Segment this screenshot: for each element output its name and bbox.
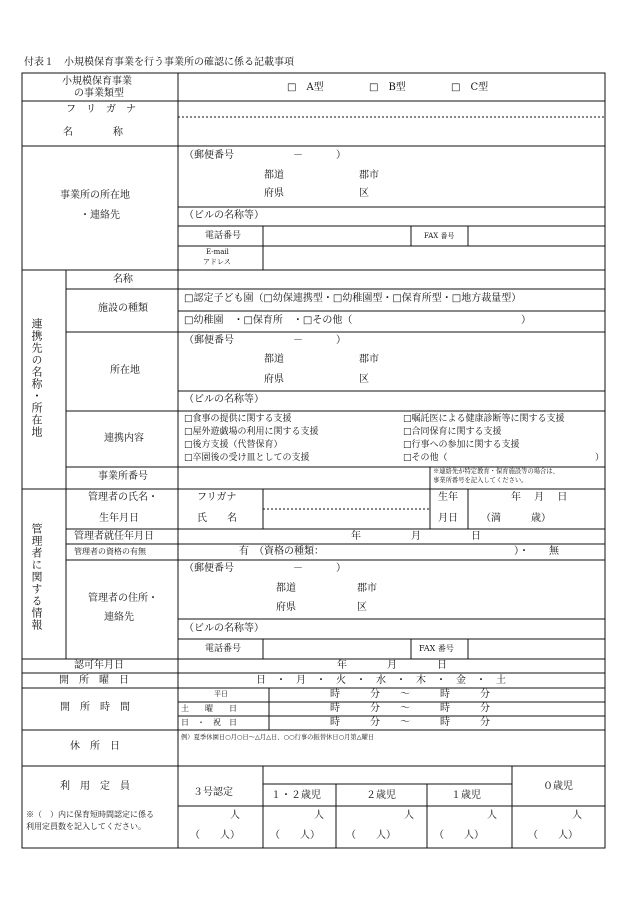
manager-addr-label-1: 管理者の住所・ <box>88 593 158 604</box>
cap-1-paren: （ 人） <box>434 830 484 841</box>
phone-label: 電話番号 <box>205 231 242 241</box>
manager-todo: 都道 <box>276 583 296 594</box>
email-label-2: アドレス <box>203 258 231 266</box>
fuken-label: 府県 <box>264 188 284 199</box>
type-label-1: 小規模保育事業 <box>62 76 132 87</box>
building-label: （ビルの名称等） <box>184 210 264 221</box>
furigana-label: フ リ ガ ナ <box>66 104 136 115</box>
type-option-a[interactable]: □ A型 <box>287 82 324 93</box>
partner-postal-dash: － <box>293 335 303 346</box>
fax-label: FAX 番号 <box>424 232 455 240</box>
address-label-2: ・連絡先 <box>80 210 120 221</box>
manager-vertical-label: 管理者に関する情報 <box>30 523 43 631</box>
partner-location-label: 所在地 <box>110 365 140 376</box>
qual-label: 管理者の資格の有無 <box>74 547 146 556</box>
partner-gunshi: 郡市 <box>359 354 379 365</box>
manager-ymd: 年 月 日 <box>511 492 568 503</box>
closed-label: 休 所 日 <box>70 741 120 752</box>
approval-label: 認可年月日 <box>74 660 124 671</box>
manager-fuken: 府県 <box>276 602 296 613</box>
content-right-2[interactable]: □合同保育に関する支援 <box>403 427 502 437</box>
content-left-3[interactable]: □後方支援（代替保育） <box>184 440 283 450</box>
address-label-1: 事業所の所在地 <box>60 190 130 201</box>
content-right-1[interactable]: □嘱託医による健康診断等に関する支援 <box>403 414 565 424</box>
content-right-close: ） <box>595 453 605 463</box>
closed-example: 例）夏季休園日○月○日〜△月△日、○○行事の振替休日○月第△曜日 <box>181 734 375 741</box>
postal-dash: － <box>293 150 303 161</box>
age0-label: ０歳児 <box>543 781 573 792</box>
office-note-1: ※連絡先が特定教育・保育施設等の場合は、 <box>433 468 559 475</box>
cert3-label: ３号認定 <box>193 787 233 798</box>
capacity-note-2: 利用定員数を記入してください。 <box>26 822 146 831</box>
cap-1-person: 人 <box>487 810 497 821</box>
manager-name-label-1: 管理者の氏名・ <box>88 492 158 503</box>
name-label: 名 称 <box>63 127 123 138</box>
cap-0-paren: （ 人） <box>528 830 578 841</box>
cap-3go-paren: （ 人） <box>190 830 240 841</box>
facility-row-1[interactable]: □認定子ども園（□幼保連携型・□幼稚園型・□保育所型・□地方裁量型） <box>184 293 522 304</box>
age1-label: １歳児 <box>451 790 481 801</box>
email-label-1: E-mail <box>206 248 229 256</box>
type-option-b[interactable]: □ B型 <box>369 82 406 93</box>
todo-label: 都道 <box>264 170 284 181</box>
qual-ari[interactable]: 有 （資格の種類： <box>239 546 324 557</box>
content-left-2[interactable]: □屋外遊戯場の利用に関する支援 <box>184 427 319 437</box>
content-left-1[interactable]: □食事の提供に関する支援 <box>184 414 292 424</box>
cap-0-person: 人 <box>572 810 582 821</box>
cap-12-paren: （ 人） <box>270 830 320 841</box>
manager-building: （ビルの名称等） <box>184 623 264 634</box>
hours-time-saturday: 時 分 〜 時 分 <box>330 703 490 714</box>
qual-nashi[interactable]: ）・ 無 <box>514 546 559 557</box>
manager-fax: FAX 番号 <box>419 644 454 653</box>
partner-postal-close: ） <box>336 335 346 346</box>
partner-todo: 都道 <box>264 354 284 365</box>
gunshi-label: 郡市 <box>359 170 379 181</box>
postal-close: ） <box>336 150 346 161</box>
manager-shimei: 氏 名 <box>197 513 237 524</box>
content-label: 連携内容 <box>104 433 144 444</box>
approval-value: 年 月 日 <box>337 660 447 671</box>
office-note-2: 事業所番号を記入してください。 <box>433 477 528 484</box>
type-label-2: の事業類型 <box>74 88 124 99</box>
hours-time-weekday: 時 分 〜 時 分 <box>330 689 490 700</box>
hours-day-weekday: 平日 <box>214 690 228 698</box>
manager-postal: （郵便番号 <box>184 563 234 574</box>
open-days-value: 日 ・ 月 ・ 火 ・ 水 ・ 木 ・ 金 ・ 土 <box>256 675 506 686</box>
capacity-label: 利 用 定 員 <box>60 781 130 792</box>
hours-time-holiday: 時 分 〜 時 分 <box>330 717 490 728</box>
manager-seinen: 生年 <box>438 492 458 503</box>
manager-addr-label-2: 連絡先 <box>104 612 134 623</box>
cap-3go-person: 人 <box>230 810 240 821</box>
open-days-label: 開 所 曜 日 <box>59 675 129 686</box>
age2-label: ２歳児 <box>366 790 396 801</box>
age12-label: １・２歳児 <box>271 790 321 801</box>
facility-row-2[interactable]: □幼稚園 ・□保育所 ・□その他（ <box>184 315 353 326</box>
manager-postal-close: ） <box>336 563 346 574</box>
hours-day-saturday: 土 曜 日 <box>181 704 237 713</box>
document-title: 付表１ 小規模保育事業を行う事業所の確認に係る記載事項 <box>24 57 294 68</box>
cap-2-person: 人 <box>404 810 414 821</box>
ku-label: 区 <box>359 188 369 199</box>
type-option-c[interactable]: □ C型 <box>451 82 489 93</box>
partner-vertical-label: 連携先の名称・所在地 <box>30 318 43 438</box>
cap-12-person: 人 <box>314 810 324 821</box>
cap-2-paren: （ 人） <box>346 830 396 841</box>
appointed-ymd: 年 月 日 <box>351 531 481 542</box>
partner-building: （ビルの名称等） <box>184 394 264 405</box>
manager-phone: 電話番号 <box>205 644 242 654</box>
manager-ku: 区 <box>357 602 367 613</box>
partner-name-label: 名称 <box>113 274 133 285</box>
content-right-3[interactable]: □行事への参加に関する支援 <box>403 440 520 450</box>
partner-fuken: 府県 <box>264 374 284 385</box>
manager-gappi: 月日 <box>438 513 458 524</box>
appointed-label: 管理者就任年月日 <box>74 531 154 542</box>
hours-day-holiday: 日 ・ 祝 日 <box>181 718 237 727</box>
manager-postal-dash: － <box>293 563 303 574</box>
facility-row-2-close: ） <box>521 315 531 326</box>
facility-type-label: 施設の種類 <box>98 303 148 314</box>
content-right-4[interactable]: □その他（ <box>403 453 448 463</box>
open-hours-label: 開 所 時 間 <box>60 702 130 713</box>
content-left-4[interactable]: □卒園後の受け皿としての支援 <box>184 453 310 463</box>
manager-name-label-2: 生年月日 <box>99 513 139 524</box>
partner-postal-label: （郵便番号 <box>184 335 234 346</box>
manager-furigana: フリガナ <box>197 492 237 503</box>
partner-ku: 区 <box>359 374 369 385</box>
manager-age: （満 歳） <box>481 513 551 524</box>
postal-label: （郵便番号 <box>184 150 234 161</box>
capacity-note-1: ※（ ）内に保育短時間認定に係る <box>26 810 154 819</box>
office-no-label: 事業所番号 <box>98 471 148 482</box>
manager-gunshi: 郡市 <box>357 583 377 594</box>
